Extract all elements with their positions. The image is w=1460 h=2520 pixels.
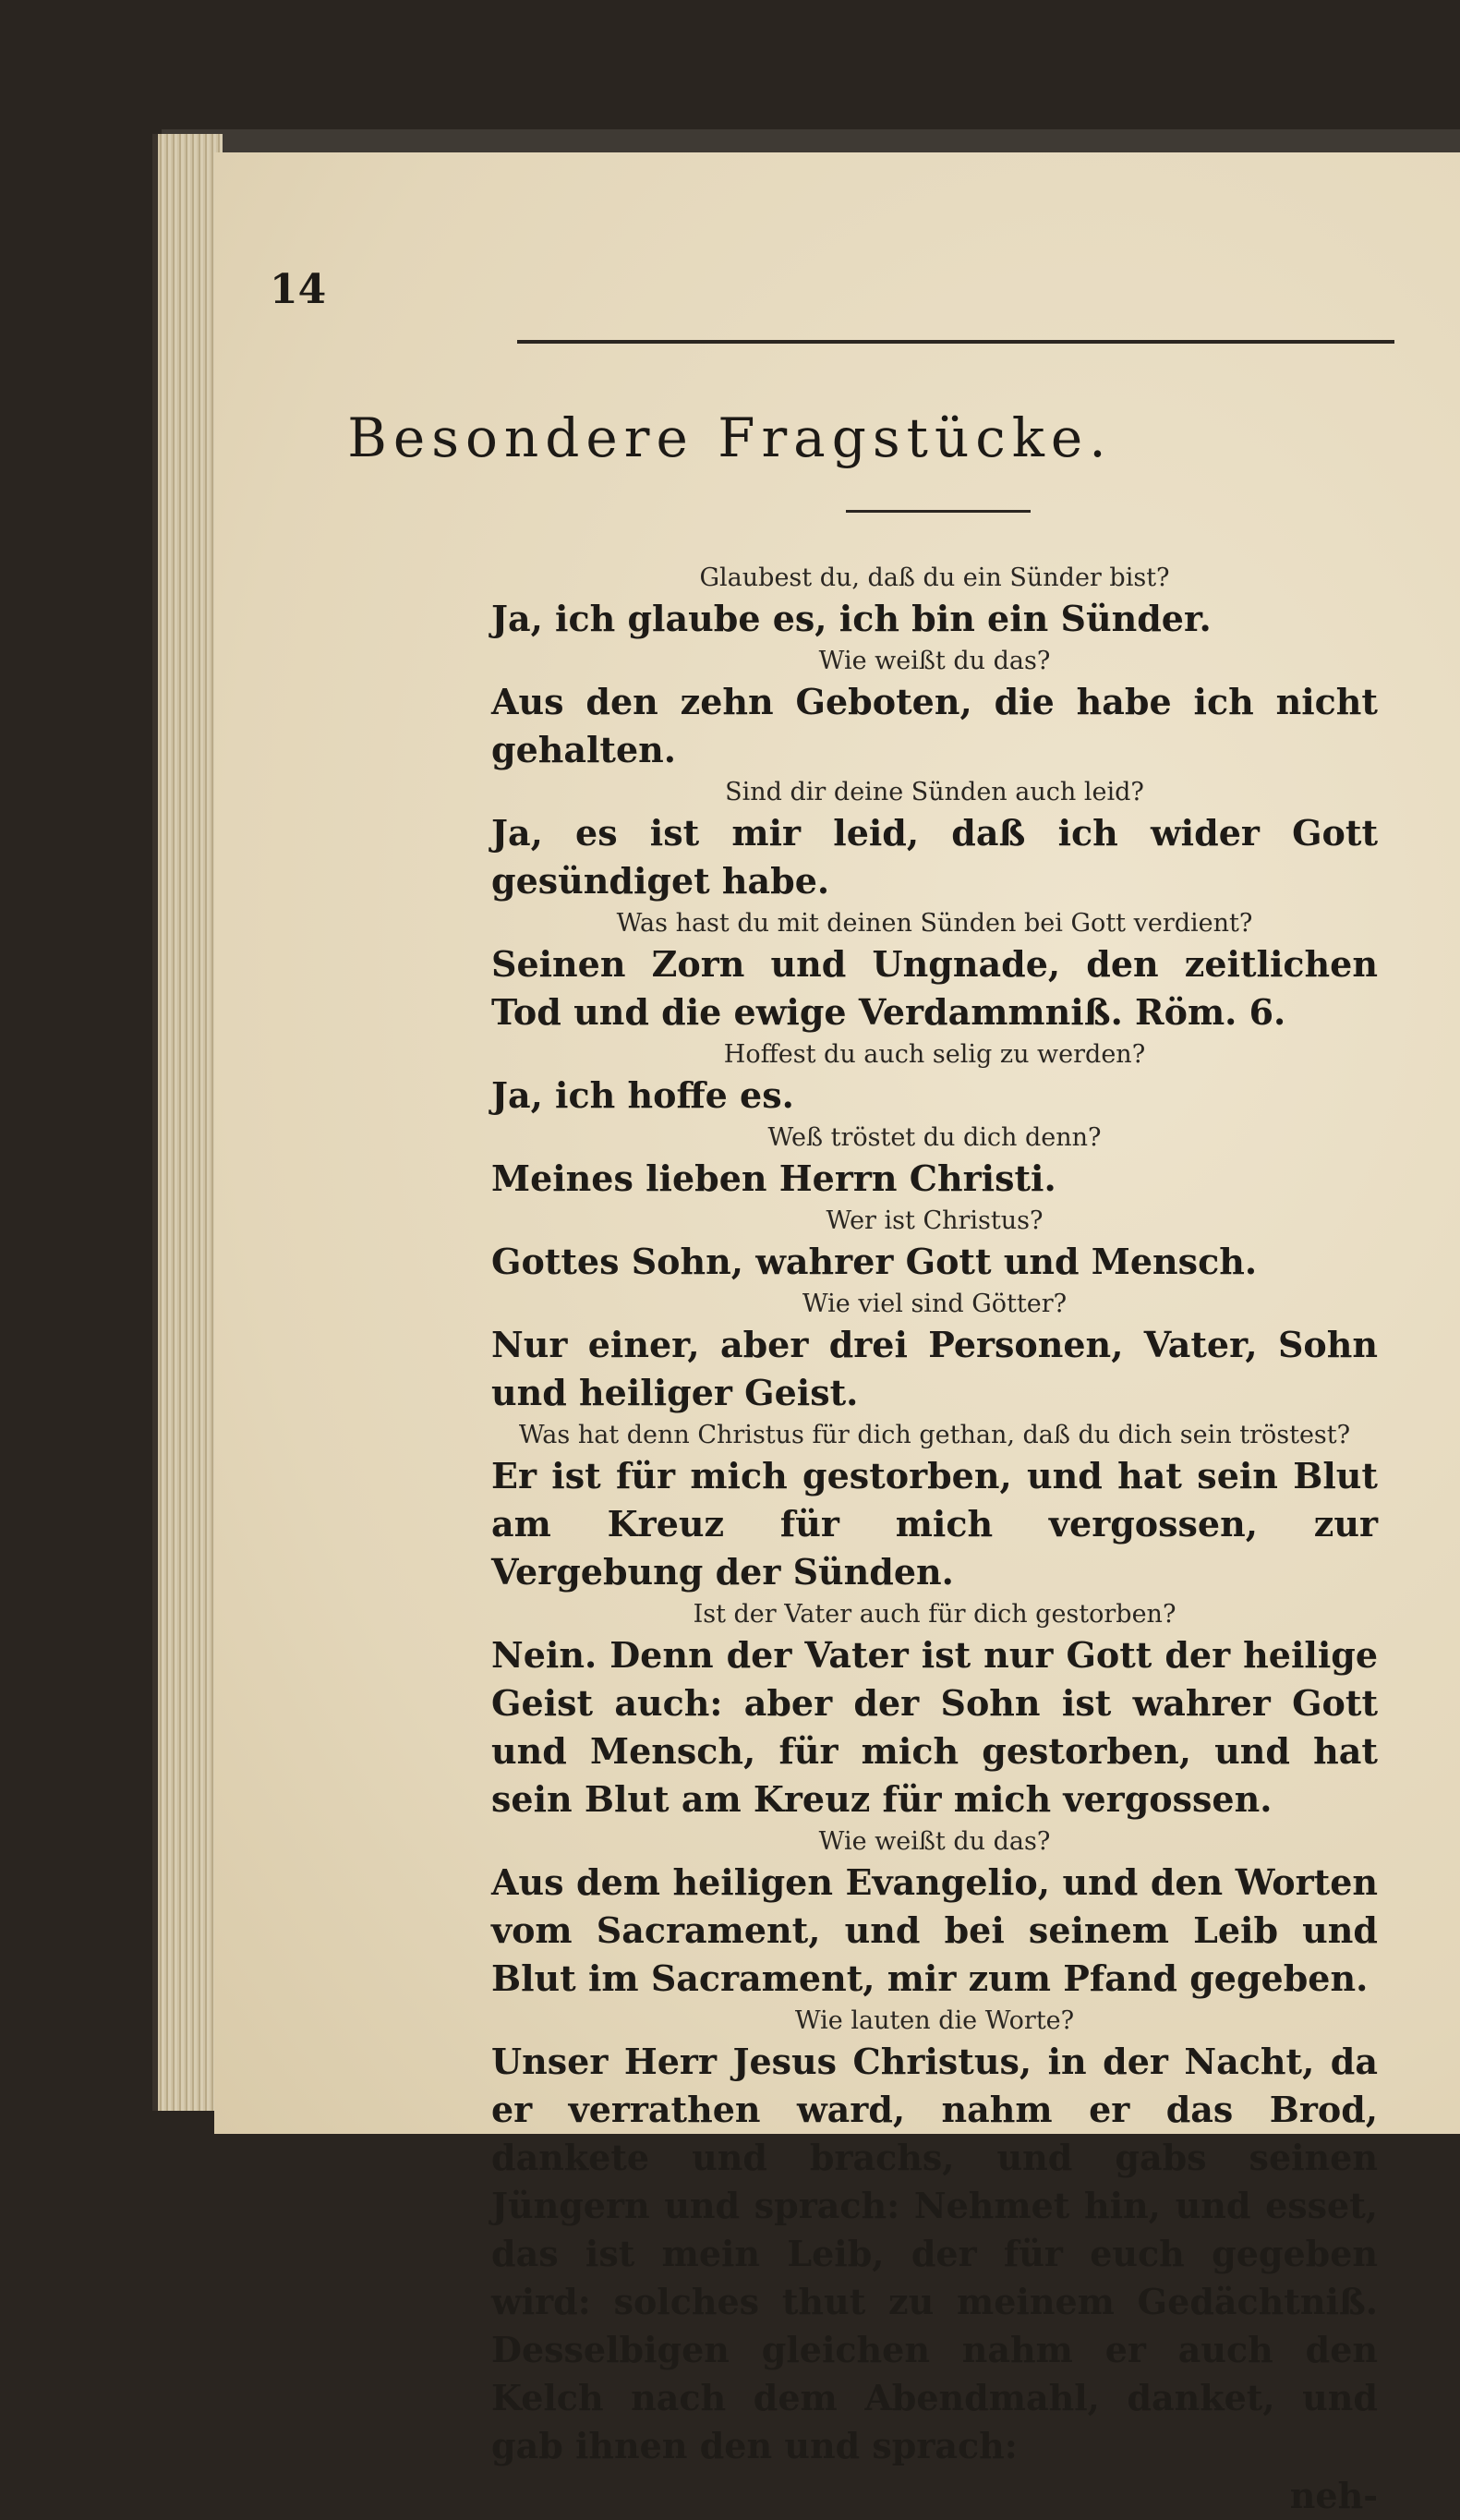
- question-line: Wie weißt du das?: [818, 1827, 1051, 1856]
- header-rule: [517, 340, 1394, 344]
- answer-line: Er ist für mich gestorben, und hat sein Blut am Kreuz für mich vergossen, zur Vergebung der Sünden.: [491, 1455, 1378, 1593]
- page-number: 14: [270, 266, 327, 313]
- answer-line: Ja, ich glaube es, ich bin ein Sünder.: [491, 598, 1212, 639]
- answer-line: Aus den zehn Geboten, die habe ich nicht gehalten.: [491, 681, 1378, 770]
- question-line: Hoffest du auch selig zu werden?: [723, 1040, 1146, 1069]
- question-line: Wie viel sind Götter?: [802, 1290, 1068, 1318]
- question-line: Glaubest du, daß du ein Sünder bist?: [699, 563, 1170, 592]
- title-divider: [846, 510, 1031, 513]
- question-line: Ist der Vater auch für dich gestorben?: [693, 1600, 1176, 1629]
- catechism-text: [491, 562, 1378, 2520]
- question-line: Wer ist Christus?: [826, 1206, 1044, 1235]
- question-line: Wie weißt du das?: [818, 647, 1051, 675]
- question-line: Sind dir deine Sünden auch leid?: [725, 778, 1144, 806]
- question-line: Was hat denn Christus für dich gethan, daß du dich sein tröstest?: [518, 1421, 1351, 1449]
- question-line: Was hast du mit deinen Sünden bei Gott verdient?: [616, 909, 1253, 938]
- answer-line: Aus dem heiligen Evangelio, und den Worten vom Sacrament, und bei seinem Leib und Blut im Sacrament, mir zum Pfand gegeben.: [491, 1861, 1378, 1999]
- question-line: Weß tröstet du dich denn?: [767, 1123, 1102, 1152]
- answer-line: Gottes Sohn, wahrer Gott und Mensch.: [491, 1241, 1258, 1282]
- answer-line: Nur einer, aber drei Personen, Vater, Sohn und heiliger Geist.: [491, 1324, 1378, 1413]
- section-title: Besondere Fragstücke.: [347, 406, 1113, 469]
- answer-line: Seinen Zorn und Ungnade, den zeitlichen Tod und die ewige Verdammniß. Röm. 6.: [491, 943, 1378, 1033]
- catchword: neh-: [1289, 2475, 1378, 2516]
- answer-line: Nein. Denn der Vater ist nur Gott der heilige Geist auch: aber der Sohn ist wahrer Gott und Mensch, für mich gestorben, und hat sein Blut am Kreuz für mich vergossen.: [491, 1634, 1378, 1820]
- answer-line: Ja, es ist mir leid, daß ich wider Gott gesündiget habe.: [491, 812, 1378, 902]
- question-line: Wie lauten die Worte?: [794, 2006, 1075, 2035]
- answer-line: Ja, ich hoffe es.: [491, 1074, 794, 1116]
- answer-line: Unser Herr Jesus Christus, in der Nacht, da er verrathen ward, nahm er das Brod, dankete und brachs, und gabs seinen Jüngern und sprach: Nehmet hin, und esset, das ist mein Leib, der für euch gegeben wird: solches thut zu meinem Gedächtniß. Desselbigen gleichen nahm er auch den Kelch nach dem Abendmahl, danket, und gab ihnen den und sprach:: [491, 2041, 1378, 2466]
- answer-line: Meines lieben Herrn Christi.: [491, 1157, 1056, 1199]
